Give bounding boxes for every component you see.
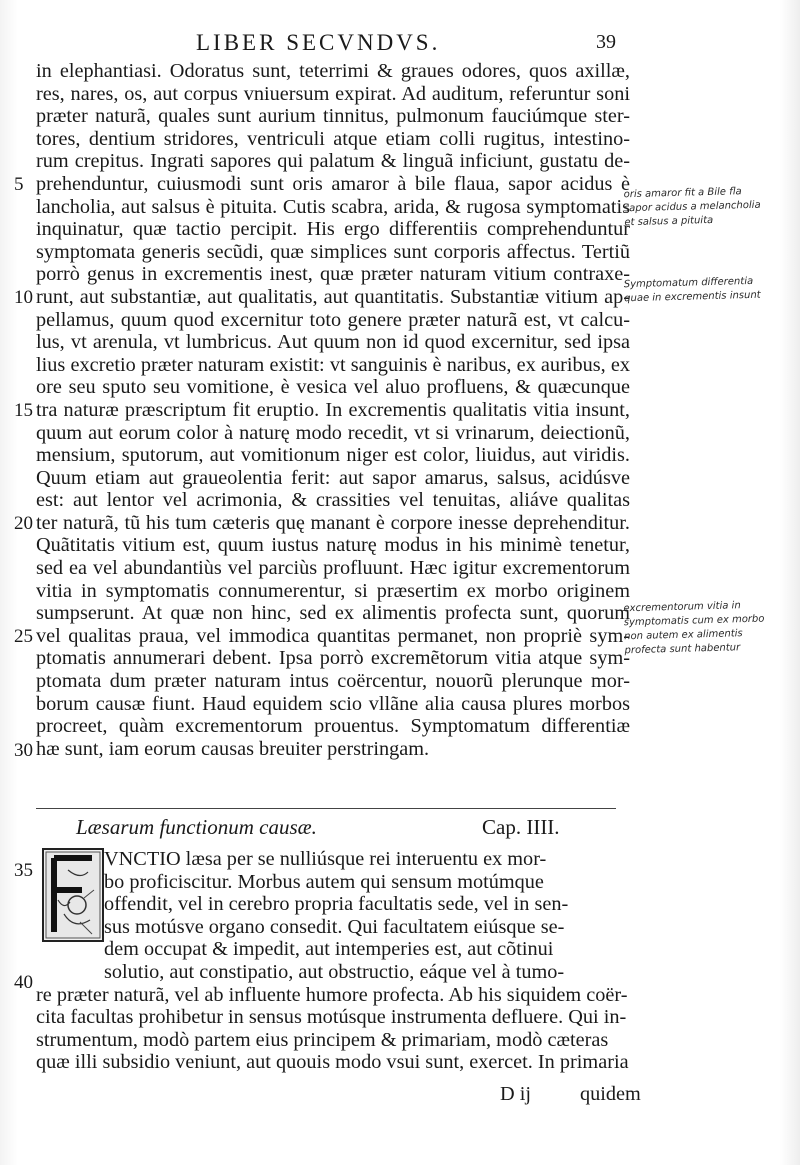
- text-line: sumpserunt. At quæ non hinc, sed ex alimentis profecta sunt, quorum: [36, 602, 630, 625]
- margin-note-2: [624, 274, 797, 306]
- text-line: est: aut lentor vel acrimonia, & crassities vel tenuitas, aliáve qualitas: [36, 489, 630, 512]
- text-line: lancholia, aut salsus è pituita. Cutis scabra, arida, & rugosa symptomatis: [36, 195, 630, 218]
- text-line: porrò genus in excrementis inest, quæ præter naturam vitium contraxe-: [36, 263, 630, 286]
- line-number: 35: [14, 860, 33, 881]
- text-line: in elephantiasi. Odoratus sunt, teterrimi & graues odores, quos axillæ,: [36, 60, 630, 82]
- line-number: 40: [14, 972, 33, 993]
- text-line: Quãtitatis vitium est, quum iustus naturę modus in his minimè tenetur,: [36, 534, 630, 557]
- text-line: rum crepitus. Ingrati sapores qui palatum & linguã inficiunt, gustatu de-: [36, 150, 630, 173]
- text-line: quum aut eorum color à naturę modo recedit, vt si vrinarum, deiectionũ,: [36, 421, 630, 444]
- signature-mark: D ij: [500, 1083, 531, 1105]
- text-line: tra naturæ præscriptum fit eruptio. In excrementis qualitatis vitia insunt,: [36, 398, 630, 421]
- text-line: mensium, sputorum, aut vomitionum niger est color, liuidus, aut viridis.: [36, 444, 630, 467]
- text-line: vel qualitas praua, vel immodica quantitas permanet, non propriè sym-: [36, 624, 630, 647]
- margin-note-line: oris amaror fit a Bile fla: [623, 186, 742, 201]
- chapter-text-line: quæ illi subsidio veniunt, aut quouis modo vsui sunt, exercet. In primaria: [36, 1051, 629, 1074]
- text-line: inquinatur, quæ tactio percipit. His ergo differentiis comprehenduntur: [36, 218, 630, 241]
- text-line: prehenduntur, cuiusmodi sunt oris amaror à bile flaua, sapor acidus è: [36, 172, 630, 195]
- margin-note-line: Symptomatum differentia: [623, 275, 754, 291]
- text-line: borum causæ fiunt. Haud equidem scio vllãne alia causa plures morbos: [36, 692, 630, 715]
- chapter-text-line: bo proficiscitur. Morbus autem qui sensum motúmque: [104, 870, 544, 893]
- section-rule: [36, 808, 616, 809]
- chapter-text-line: solutio, aut constipatio, aut obstructio, eáque vel à tumo-: [104, 960, 565, 983]
- margin-note-line: sapor acidus a melancholia: [623, 199, 761, 215]
- line-number: 5: [14, 174, 24, 195]
- line-number: 10: [14, 287, 33, 308]
- chapter-text-line: dem occupat & impedit, aut intemperies est, aut cõtinui: [104, 938, 554, 961]
- text-line: tores, dentium stridores, ventriculi atque etiam colli rugitus, intestino-: [36, 127, 630, 150]
- text-line: procreet, quàm excrementorum prouentus. Symptomatum differentiæ: [36, 715, 630, 738]
- chapter-body-text: [36, 848, 630, 1074]
- text-line: ptomatis annumerari debent. Ipsa porrò excremẽtorum vitia atque sym-: [36, 647, 630, 670]
- chapter-text-line: VNCTIO læsa per se nulliúsque rei interuentu ex mor-: [104, 848, 547, 870]
- margin-note-line: excrementorum vitia in: [623, 600, 741, 615]
- margin-note-line: quae in excrementis insunt: [624, 289, 761, 305]
- text-line: pellamus, quum quod excernitur toto genere præter naturã est, vt calcu-: [36, 308, 630, 331]
- text-line: res, nares, os, aut corpus vniuersum expirat. Ad auditum, referuntur soni: [36, 82, 630, 105]
- folio-number: 39: [596, 31, 616, 53]
- text-line: vitia in symptomatis connumerentur, si præsertim ex morbo originem: [36, 579, 630, 602]
- chapter-title: Læsarum functionum causæ.: [76, 815, 317, 839]
- text-line: symptomata generis secũdi, quæ simplices sunt corporis affectus. Tertiũ: [36, 240, 630, 263]
- running-title: LIBER SECVNDVS.: [196, 30, 441, 55]
- margin-note-1: [623, 184, 796, 230]
- chapter-text-line: sus motúsve organo consedit. Qui facultatem eiúsque se-: [104, 915, 565, 938]
- margin-note-line: profecta sunt habentur: [624, 642, 741, 657]
- margin-note-line: et salsus a pituita: [624, 214, 714, 229]
- margin-note-3: [623, 598, 796, 658]
- text-line: ore seu sputo seu vomitione, è vesica vel aluo profluens, & quæcunque: [36, 376, 630, 399]
- text-line: lus, vt arenula, vt lumbricus. Aut quum non id quod excernitur, sed ipsa: [36, 331, 630, 354]
- line-number: 25: [14, 626, 33, 647]
- chapter-text-line: strumentum, modò partem eius principem & primariam, modò cæteras: [36, 1028, 609, 1051]
- text-line: Quum etiam aut graueolentia ferit: aut sapor amarus, salsus, acidúsve: [36, 466, 630, 489]
- line-number: 30: [14, 740, 33, 761]
- text-line: ter naturã, tũ his tum cæteris quę manant è corpore inesse deprehenditur.: [36, 511, 630, 534]
- text-line: ptomata dum præter naturam intus coërcentur, nouorũ plerunque mor-: [36, 670, 630, 693]
- text-line: præter naturã, quales sunt aurium tinnitus, pulmonum fauciúmque ster-: [36, 105, 630, 128]
- text-line: hæ sunt, iam eorum causas breuiter perstringam.: [36, 737, 430, 760]
- text-line: lius excretio præter naturam existit: vt sanguinis è naribus, ex auribus, ex: [36, 353, 630, 376]
- chapter-text-line: offendit, vel in cerebro propria facultatis sede, vel in sen-: [104, 893, 569, 916]
- line-number: 20: [14, 513, 33, 534]
- body-text: [36, 60, 630, 760]
- chapter-number: Cap. IIII.: [482, 815, 560, 839]
- chapter-text-line: cita facultas prohibetur in sensus motúsque instrumenta defluere. Qui in-: [36, 1006, 627, 1029]
- text-line: runt, aut substantiæ, aut qualitatis, aut quantitatis. Substantiæ vitium ap-: [36, 285, 630, 308]
- margin-note-line: symptomatis cum ex morbo: [623, 613, 765, 629]
- catchword: quidem: [580, 1083, 641, 1105]
- line-number: 15: [14, 400, 33, 421]
- running-header: [196, 30, 616, 56]
- chapter-text-line: re præter naturã, vel ab influente humore profecta. Ab his siquidem coër-: [36, 983, 628, 1006]
- text-line: sed ea vel abundantiùs vel parciùs profluunt. Hæc igitur excrementorum: [36, 557, 630, 580]
- margin-note-line: non autem ex alimentis: [624, 628, 743, 643]
